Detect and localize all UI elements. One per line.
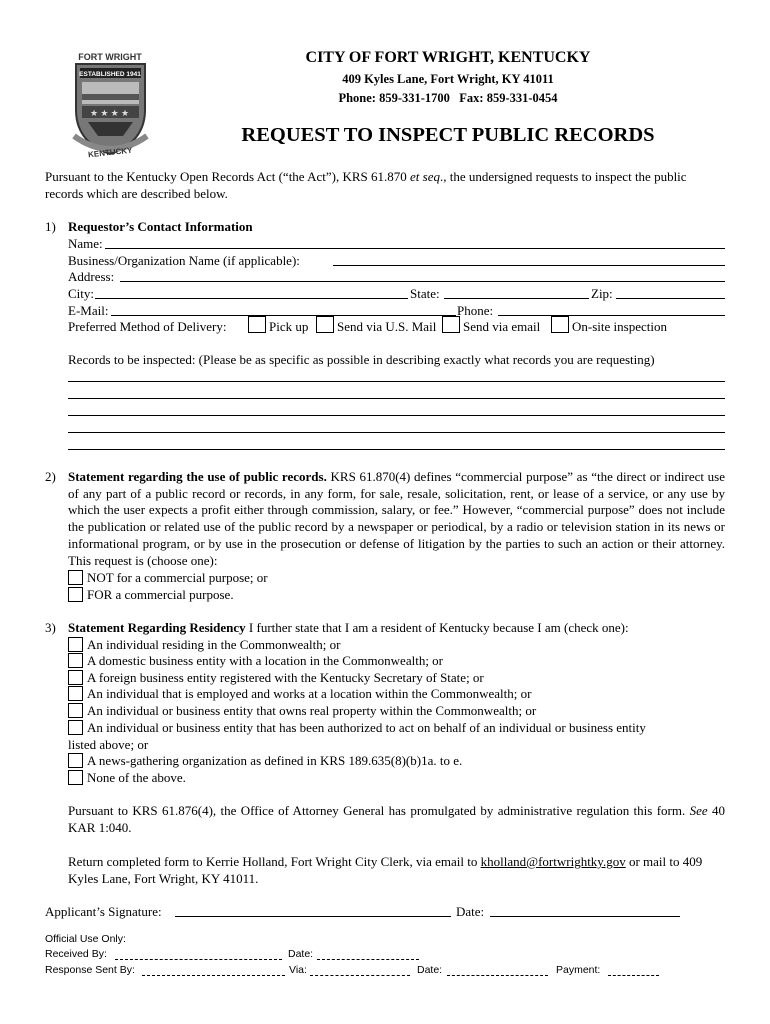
delivery-pickup-label: Pick up [269, 319, 309, 334]
email-field[interactable] [111, 315, 456, 316]
form-title: REQUEST TO INSPECT PUBLIC RECORDS [241, 124, 655, 146]
state-label: State: [410, 286, 440, 301]
section2-paragraph [68, 469, 725, 569]
section2-number: 2) [45, 469, 56, 484]
not-commercial-checkbox[interactable] [68, 570, 83, 585]
address-field[interactable] [120, 281, 725, 282]
records-line-3[interactable] [68, 415, 725, 416]
residency-option-6-continued: listed above; or [68, 737, 149, 752]
residency-option-5-label: An individual or business entity that owns real property within the Commonwealth; or [87, 703, 537, 718]
delivery-mail-label: Send via U.S. Mail [337, 319, 437, 334]
city-seal-logo [68, 50, 153, 160]
zip-label: Zip: [591, 286, 613, 301]
records-line-5[interactable] [68, 449, 725, 450]
signature-label: Applicant’s Signature: [45, 904, 162, 919]
records-label: Records to be inspected: (Please be as specific as possible in describing exactly what records you are requesting) [68, 352, 655, 367]
name-label: Name: [68, 236, 103, 251]
residency-option-7-checkbox[interactable] [68, 753, 83, 768]
received-by-label: Received By: [45, 948, 107, 960]
signature-date-field[interactable] [490, 916, 680, 917]
residency-option-2-label: A domestic business entity with a location in the Commonwealth; or [87, 653, 444, 668]
response-sent-by-field[interactable] [142, 975, 285, 976]
commercial-checkbox[interactable] [68, 587, 83, 602]
residency-option-5-checkbox[interactable] [68, 703, 83, 718]
zip-field[interactable] [616, 298, 725, 299]
delivery-label: Preferred Method of Delivery: [68, 319, 227, 334]
delivery-mail-checkbox[interactable] [316, 316, 334, 333]
residency-option-8-label: None of the above. [87, 770, 186, 785]
svg-text:★ ★ ★ ★: ★ ★ ★ ★ [90, 108, 130, 118]
svg-text:FORT WRIGHT: FORT WRIGHT [78, 52, 142, 62]
signature-field[interactable] [175, 916, 451, 917]
clerk-email-link[interactable]: kholland@fortwrightky.gov [480, 854, 626, 869]
phone-field[interactable] [498, 315, 725, 316]
residency-option-1-label: An individual residing in the Commonwealth; or [87, 637, 341, 652]
section3-number: 3) [45, 620, 56, 635]
city-phone-fax: Phone: 859-331-1700 Fax: 859-331-0454 [338, 91, 558, 105]
payment-field[interactable] [608, 975, 659, 976]
city-heading: CITY OF FORT WRIGHT, KENTUCKY [305, 49, 591, 66]
response-date-label: Date: [417, 964, 443, 976]
business-label: Business/Organization Name (if applicable): [68, 253, 300, 268]
section3-intro: Statement Regarding Residency I further state that I am a resident of Kentucky because I am (check one): [68, 620, 629, 635]
residency-option-2-checkbox[interactable] [68, 653, 83, 668]
section1-number: 1) [45, 219, 56, 234]
svg-text:KENTUCKY: KENTUCKY [87, 145, 133, 160]
section2-body: KRS 61.870(4) defines “commercial purpose” as “the direct or indirect use of any part of a public record or records, in any form, for sale, resale, solicitation, rent, or lease of a service, or any use by which the user expects a profit either through commission, salary, or fee.” However, “commercial purpose” does not include the publication or related use of the public record by a newspaper or periodical, by a radio or television station in its news or informational program, or by use in the prosecution or defense of litigation by the parties to such an action or their attorney. This request is (choose one): [68, 469, 726, 568]
section1-heading: Requestor’s Contact Information [68, 219, 253, 234]
residency-option-3-label: A foreign business entity registered with the Kentucky Secretary of State; or [87, 670, 484, 685]
delivery-email-checkbox[interactable] [442, 316, 460, 333]
records-line-1[interactable] [68, 381, 725, 382]
records-line-4[interactable] [68, 432, 725, 433]
city-address: 409 Kyles Lane, Fort Wright, KY 41011 [342, 72, 554, 86]
phone-label: Phone: [457, 303, 494, 318]
records-line-2[interactable] [68, 398, 725, 399]
section2-heading: Statement regarding the use of public records. [68, 469, 327, 484]
city-label: City: [68, 286, 95, 301]
received-by-field[interactable] [115, 959, 282, 960]
attorney-general-paragraph: Pursuant to KRS 61.876(4), the Office of Attorney General has promulgated by administrative regulation this form. See 40 KAR 1:040. [68, 803, 726, 835]
delivery-pickup-checkbox[interactable] [248, 316, 266, 333]
business-field[interactable] [333, 265, 725, 266]
official-use-title: Official Use Only: [45, 933, 126, 945]
via-label: Via: [289, 964, 307, 976]
signature-date-label: Date: [456, 904, 485, 919]
response-date-field[interactable] [447, 975, 548, 976]
residency-option-1-checkbox[interactable] [68, 637, 83, 652]
state-field[interactable] [444, 298, 589, 299]
residency-option-6-checkbox[interactable] [68, 720, 83, 735]
delivery-onsite-checkbox[interactable] [551, 316, 569, 333]
payment-label: Payment: [556, 964, 601, 976]
residency-option-7-label: A news-gathering organization as defined in KRS 189.635(8)(b)1a. to e. [87, 753, 463, 768]
intro-paragraph: Pursuant to the Kentucky Open Records Act (“the Act”), KRS 61.870 et seq., the undersigned requests to inspect the public records which are described below. [45, 169, 687, 201]
section3-heading: Statement Regarding Residency [68, 620, 246, 635]
response-sent-by-label: Response Sent By: [45, 964, 135, 976]
address-label: Address: [68, 269, 115, 284]
received-date-label: Date: [288, 948, 314, 960]
delivery-onsite-label: On-site inspection [572, 319, 667, 334]
residency-option-4-checkbox[interactable] [68, 686, 83, 701]
not-commercial-label: NOT for a commercial purpose; or [87, 570, 268, 585]
return-paragraph: Return completed form to Kerrie Holland, Fort Wright City Clerk, via email to kholland@fortwrightky.gov or mail to 409 Kyles Lane, Fort Wright, KY 41011. [68, 854, 703, 886]
name-field[interactable] [105, 248, 725, 249]
via-field[interactable] [310, 975, 410, 976]
residency-option-6-label: An individual or business entity that has been authorized to act on behalf of an individual or business entity [87, 720, 646, 735]
received-date-field[interactable] [317, 959, 419, 960]
residency-option-4-label: An individual that is employed and works at a location within the Commonwealth; or [87, 686, 532, 701]
residency-option-8-checkbox[interactable] [68, 770, 83, 785]
email-label: E-Mail: [68, 303, 109, 318]
delivery-email-label: Send via email [463, 319, 541, 334]
svg-text:ESTABLISHED 1941: ESTABLISHED 1941 [79, 71, 141, 78]
commercial-label: FOR a commercial purpose. [87, 587, 234, 602]
residency-option-3-checkbox[interactable] [68, 670, 83, 685]
city-field[interactable] [95, 298, 408, 299]
